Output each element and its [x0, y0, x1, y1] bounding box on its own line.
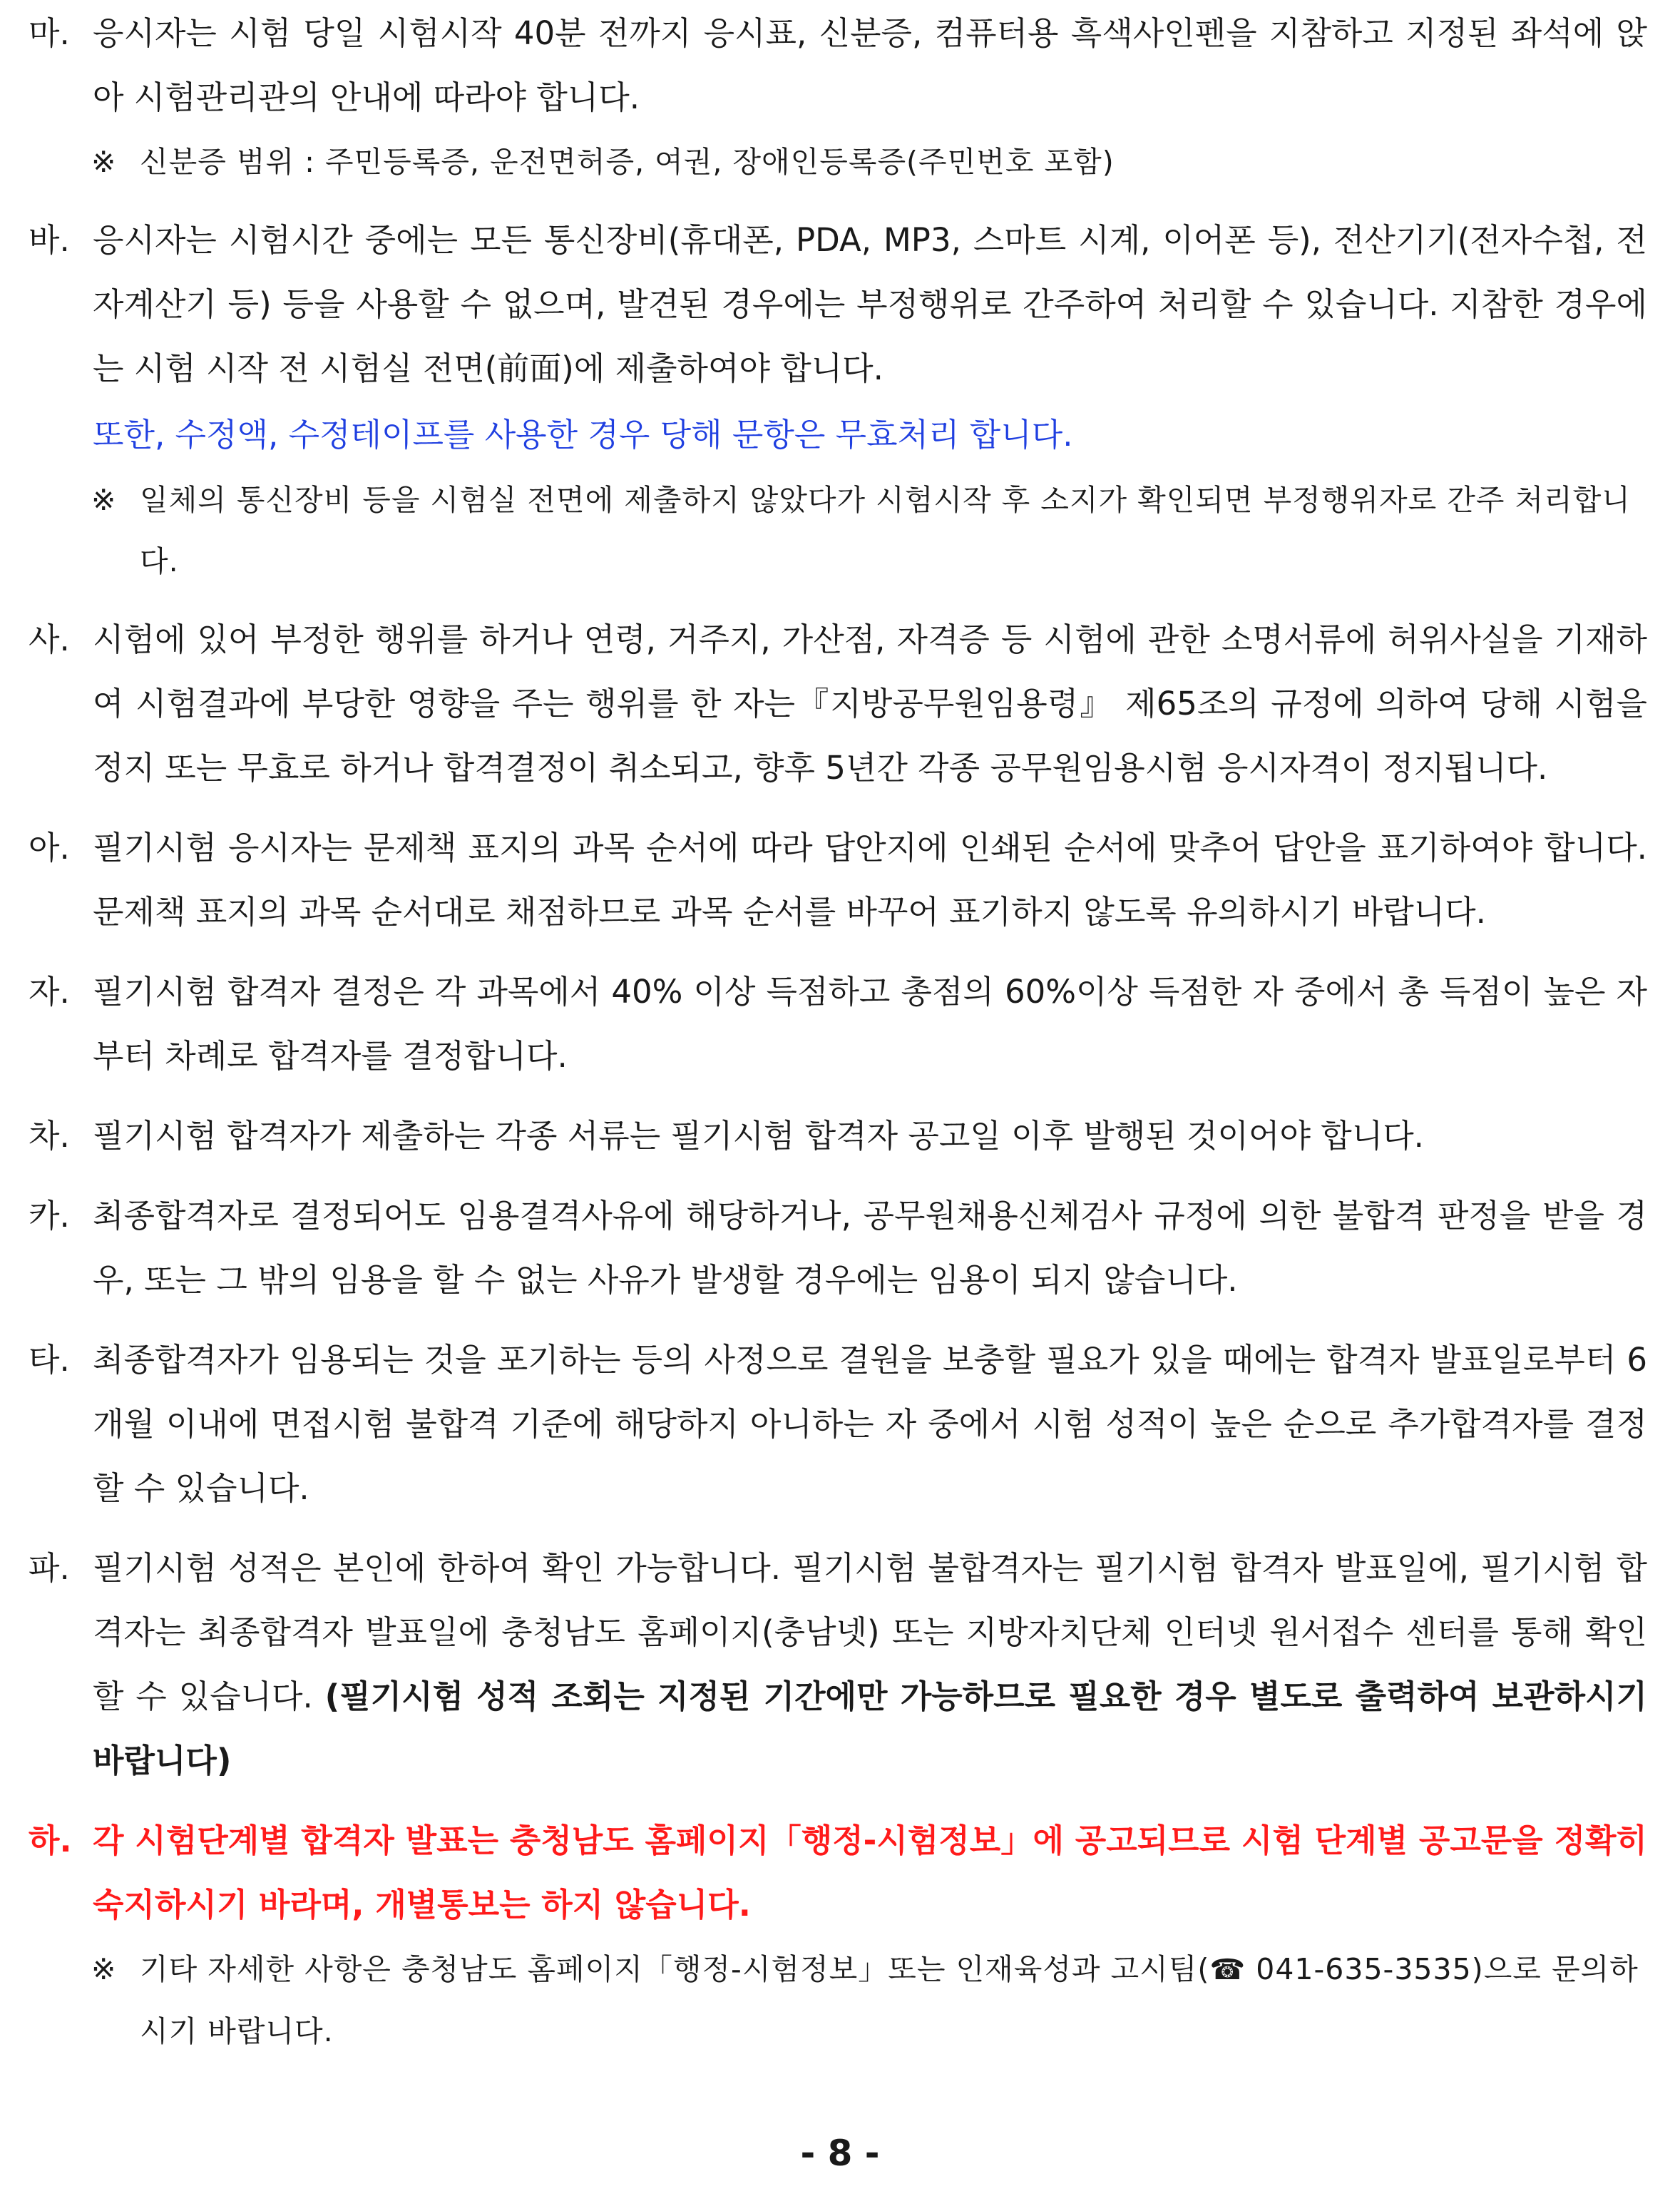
note-contact: [91, 1939, 1647, 2062]
item-pa: [29, 1536, 1647, 1793]
score-inquiry-notice: (필기시험 성적 조회는 지정된 기간에만 가능하므로 필요한 경우 별도로 출력하여 보관하시기 바랍니다): [93, 1677, 1647, 1779]
item-marker: 마.: [29, 14, 70, 52]
note-text-after: )으로 문의하시기 바랍니다.: [140, 1952, 1639, 2048]
reference-mark-icon: ※: [91, 145, 117, 179]
item-ma: [29, 1, 1647, 130]
note-text: [140, 1939, 1647, 2062]
item-text: 최종합격자가 임용되는 것을 포기하는 등의 사정으로 결원을 보충할 필요가 있을 때에는 합격자 발표일로부터 6개월 이내에 면접시험 불합격 기준에 해당하지 아니하는 자 중에서 시험 성적이 높은 순으로 추가합격자를 결정할 수 있습니다.: [93, 1341, 1647, 1507]
item-cha: [29, 1104, 1647, 1168]
phone-icon: ☎: [1209, 1954, 1246, 1986]
item-marker: 사.: [29, 621, 70, 658]
item-text: 시험에 있어 부정한 행위를 하거나 연령, 거주지, 가산점, 자격증 등 시험에 관한 소명서류에 허위사실을 기재하여 시험결과에 부당한 영향을 주는 행위를 한 자는『지방공무원임용령』 제65조의 규정에 의하여 당해 시험을 정지 또는 무효로 하거나 합격결정이 취소되고, 향후 5년간 각종 공무원임용시험 응시자격이 정지됩니다.: [93, 621, 1647, 787]
item-marker: 바.: [29, 221, 70, 259]
item-ta: [29, 1328, 1647, 1521]
phone-number: 041-635-3535: [1256, 1952, 1472, 1986]
correction-fluid-warning: 또한, 수정액, 수정테이프를 사용한 경우 당해 문항은 무효처리 합니다.: [93, 416, 1073, 454]
item-text: 응시자는 시험 당일 시험시작 40분 전까지 응시표, 신분증, 컴퓨터용 흑색사인펜을 지참하고 지정된 좌석에 앉아 시험관리관의 안내에 따라야 합니다.: [93, 14, 1647, 116]
item-text: 필기시험 응시자는 문제책 표지의 과목 순서에 따라 답안지에 인쇄된 순서에 맞추어 답안을 표기하여야 합니다. 문제책 표지의 과목 순서대로 채점하므로 과목 순서를 바꾸어 표기하지 않도록 유의하시기 바랍니다.: [93, 829, 1647, 931]
item-marker: 하.: [29, 1822, 72, 1859]
item-marker: 자.: [29, 973, 70, 1011]
item-marker: 아.: [29, 829, 70, 867]
item-ja: [29, 960, 1647, 1088]
item-marker: 차.: [29, 1117, 70, 1155]
item-text: [93, 1536, 1647, 1793]
item-text: 필기시험 합격자가 제출하는 각종 서류는 필기시험 합격자 공고일 이후 발행된 것이어야 합니다.: [93, 1117, 1424, 1155]
item-ba: [29, 208, 1647, 401]
document-page: [29, 0, 1647, 2062]
item-sa: [29, 608, 1647, 800]
page-number: - 8 -: [800, 2133, 880, 2174]
item-text-body: 필기시험 성적은 본인에 한하여 확인 가능합니다. 필기시험 불합격자는 필기시험 합격자 발표일에, 필기시험 합격자는 최종합격자 발표일에 충청남도 홈페이지(충남넷) 또는 지방자치단체 인터넷 원서접수 센터를 통해 확인할 수 있습니다.: [93, 1549, 1647, 1715]
item-a: [29, 816, 1647, 944]
item-marker: 파.: [29, 1549, 70, 1587]
item-text: 필기시험 합격자 결정은 각 과목에서 40% 이상 득점하고 총점의 60%이상 득점한 자 중에서 총 득점이 높은 자부터 차례로 합격자를 결정합니다.: [93, 973, 1647, 1075]
reference-mark-icon: ※: [91, 1952, 117, 1986]
item-marker: 타.: [29, 1341, 70, 1379]
note-text: 신분증 범위 : 주민등록증, 운전면허증, 여권, 장애인등록증(주민번호 포함): [140, 145, 1115, 179]
note-device-submission: [91, 469, 1647, 592]
note-text: 일체의 통신장비 등을 시험실 전면에 제출하지 않았다가 시험시작 후 소지가 확인되면 부정행위자로 간주 처리합니다.: [140, 483, 1631, 578]
item-text: 응시자는 시험시간 중에는 모든 통신장비(휴대폰, PDA, MP3, 스마트 시계, 이어폰 등), 전산기기(전자수첩, 전자계산기 등) 등을 사용할 수 없으며, 발견된 경우에는 부정행위로 간주하여 처리할 수 있습니다. 지참한 경우에는 시험 시작 전 시험실 전면(前面)에 제출하여야 합니다.: [93, 221, 1647, 387]
item-text: 최종합격자로 결정되어도 임용결격사유에 해당하거나, 공무원채용신체검사 규정에 의한 불합격 판정을 받을 경우, 또는 그 밖의 임용을 할 수 없는 사유가 발생할 경우에는 임용이 되지 않습니다.: [93, 1197, 1647, 1299]
note-id-scope: [91, 131, 1647, 193]
item-marker: 카.: [29, 1197, 70, 1235]
item-ka: [29, 1184, 1647, 1312]
item-text: 각 시험단계별 합격자 발표는 충청남도 홈페이지「행정-시험정보」에 공고되므로 시험 단계별 공고문을 정확히 숙지하시기 바라며, 개별통보는 하지 않습니다.: [93, 1822, 1647, 1924]
note-text-before: 기타 자세한 사항은 충청남도 홈페이지「행정-시험정보」또는 인재육성과 고시팀(: [140, 1952, 1210, 1986]
item-ha: [29, 1809, 1647, 1937]
reference-mark-icon: ※: [91, 483, 117, 517]
